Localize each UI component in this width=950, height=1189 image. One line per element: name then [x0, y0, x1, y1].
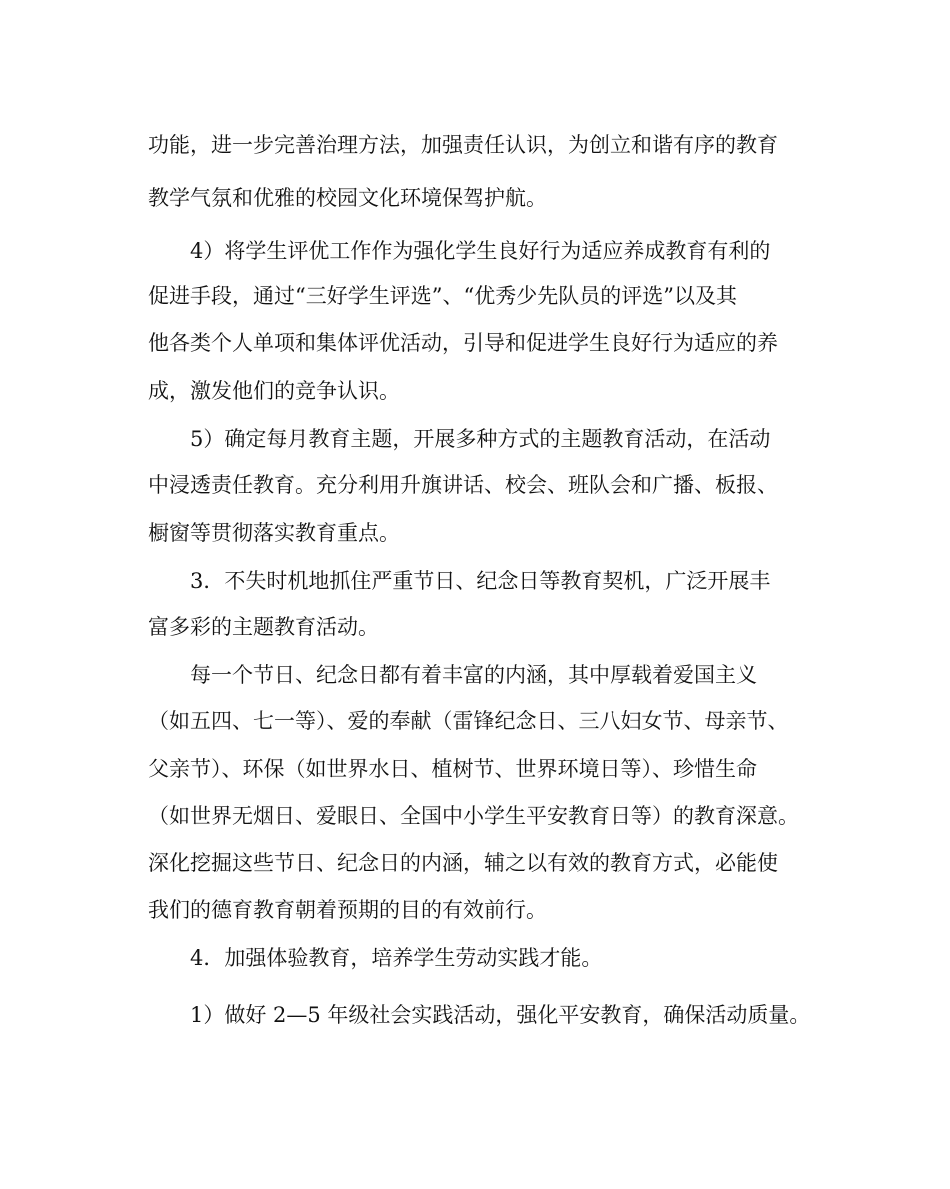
text-line: 橱窗等贯彻落实教育重点。 — [148, 521, 400, 545]
section-heading: 3．不失时机地抓住严重节日、纪念日等教育契机，广泛开展丰 — [190, 569, 771, 593]
section-heading: 4．加强体验教育，培养学生劳动实践才能。 — [190, 946, 603, 970]
text-line: （如世界无烟日、爱眼日、全国中小学生平安教育日等）的教育深意。 — [148, 804, 799, 828]
text-line: 促进手段，通过“三好学生评选”、“优秀少先队员的评选”以及其 — [148, 284, 737, 308]
text-line: 富多彩的主题教育活动。 — [148, 615, 379, 639]
text-line: 功能，进一步完善治理方法，加强责任认识，为创立和谐有序的教育 — [148, 133, 778, 157]
paragraph-first-line: 4）将学生评优工作作为强化学生良好行为适应养成教育有利的 — [190, 239, 771, 263]
text-line: 教学气氛和优雅的校园文化环境保驾护航。 — [148, 186, 547, 210]
text-line: 深化挖掘这些节日、纪念日的内涵，辅之以有效的教育方式，必能使 — [148, 851, 778, 875]
text-line: 他各类个人单项和集体评优活动，引导和促进学生良好行为适应的养 — [148, 331, 778, 355]
paragraph-first-line: 1）做好 2—5 年级社会实践活动，强化平安教育，确保活动质量。 — [190, 1003, 811, 1027]
text-line: （如五四、七一等）、爱的奉献（雷锋纪念日、三八妇女节、母亲节、 — [148, 709, 789, 733]
paragraph-first-line: 5）确定每月教育主题，开展多种方式的主题教育活动，在活动 — [190, 427, 771, 451]
text-line: 中浸透责任教育。充分利用升旗讲话、校会、班队会和广播、板报、 — [148, 473, 778, 497]
text-line: 成，激发他们的竞争认识。 — [148, 379, 400, 403]
text-line: 父亲节）、环保（如世界水日、植树节、世界环境日等）、珍惜生命 — [148, 757, 757, 781]
paragraph-first-line: 每一个节日、纪念日都有着丰富的内涵，其中厚载着爱国主义 — [190, 663, 757, 687]
text-line: 我们的德育教育朝着预期的目的有效前行。 — [148, 898, 547, 922]
